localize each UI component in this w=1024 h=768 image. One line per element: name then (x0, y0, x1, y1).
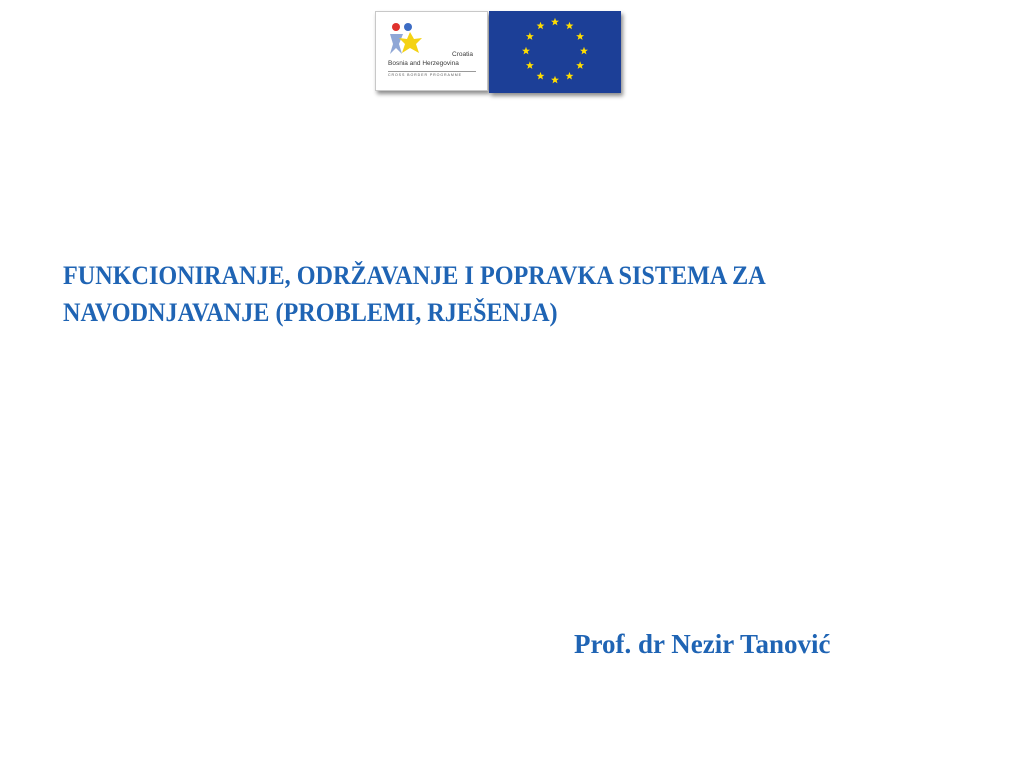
eu-star-icon (526, 61, 534, 69)
logo-divider (388, 71, 476, 72)
author-name: Prof. dr Nezir Tanović (574, 629, 831, 659)
slide-title: FUNKCIONIRANJE, ODRŽAVANJE I POPRAVKA SISTEMA ZA NAVODNJAVANJE (PROBLEMI, RJEŠENJA) (63, 261, 765, 327)
eu-star-icon (580, 47, 588, 55)
cross-border-programme-logo (375, 11, 488, 91)
eu-star-icon (551, 18, 559, 26)
eu-star-icon (537, 22, 545, 30)
eu-star-icon (551, 76, 559, 84)
eu-flag-icon (489, 11, 621, 93)
eu-star-icon (576, 61, 584, 69)
people-figures-icon (388, 22, 432, 56)
eu-flag (489, 11, 621, 93)
eu-star-icon (526, 32, 534, 40)
logo-text-bih: Bosnia and Herzegovina (388, 60, 459, 67)
eu-star-icon (522, 47, 530, 55)
eu-star-icon (566, 22, 574, 30)
logo-strip (375, 11, 621, 93)
logo-text-croatia: Croatia (452, 51, 473, 58)
eu-star-icon (537, 72, 545, 80)
logo-text-programme: CROSS BORDER PROGRAMME (388, 73, 462, 77)
eu-star-icon (566, 72, 574, 80)
eu-star-icon (576, 32, 584, 40)
